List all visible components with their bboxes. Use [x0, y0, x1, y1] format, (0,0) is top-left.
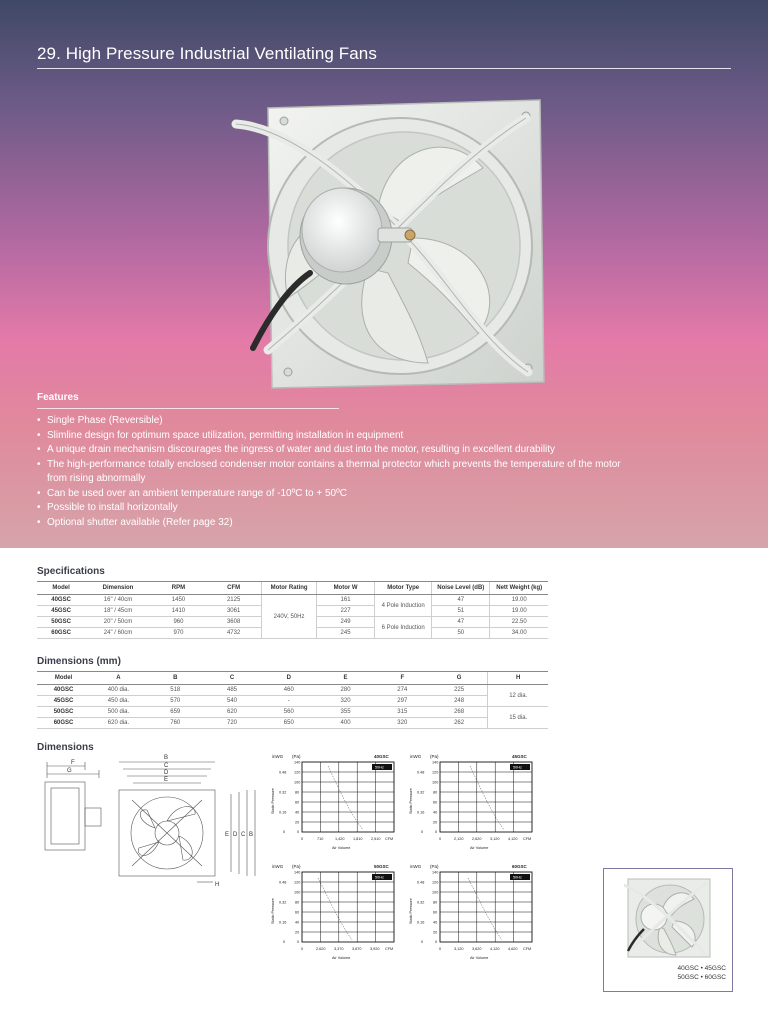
- dim-label-c: C: [164, 763, 169, 769]
- page-title: 29. High Pressure Industrial Ventilating Fans: [37, 44, 377, 63]
- noise-cell: 50: [432, 628, 490, 639]
- column-header: CFM: [206, 582, 262, 595]
- y-tick-pa: 100: [432, 890, 439, 895]
- dim-h-cell: 15 dia.: [488, 707, 548, 729]
- noise-cell: 47: [432, 617, 490, 628]
- weight-cell: 22.50: [490, 617, 548, 628]
- model-cell: 60GSC: [37, 718, 90, 729]
- dim-label-d-side: D: [233, 832, 238, 838]
- dim-b-cell: 518: [147, 685, 204, 696]
- y-tick-in: 0.32: [417, 900, 425, 905]
- x-tick: 2,120: [454, 837, 464, 841]
- x-tick: 3,920: [370, 947, 380, 951]
- y-tick-pa: 60: [433, 800, 438, 805]
- y-tick-in: 0: [283, 940, 286, 944]
- y-tick-pa: 100: [294, 780, 301, 785]
- graph-badge-label: 50Hz: [513, 765, 522, 770]
- motor-rating-cell: 240V, 50Hz: [262, 595, 317, 639]
- column-header: H: [488, 672, 548, 685]
- fan-thumbnail-image: [618, 875, 714, 961]
- y-tick-in: 0.48: [279, 770, 287, 775]
- model-cell: 60GSC: [37, 628, 85, 639]
- x-tick: 3,120: [490, 837, 500, 841]
- dim-a-cell: 500 dia.: [90, 707, 147, 718]
- dim-label-e: E: [225, 832, 230, 838]
- y-tick-in: 0.32: [279, 900, 287, 905]
- dim-label-e-top: E: [164, 777, 169, 783]
- specifications-heading: Specifications: [37, 566, 105, 577]
- y-tick-pa: 140: [432, 870, 439, 875]
- y-tick-in: 0: [421, 830, 424, 834]
- dim-f-cell: 320: [374, 718, 431, 729]
- column-header: Model: [37, 672, 90, 685]
- graph-badge-label: 50Hz: [375, 875, 384, 880]
- graph-unit-right: (Pa): [292, 864, 301, 869]
- cfm-cell: 2125: [206, 595, 262, 606]
- y-axis-label: Static Pressure: [271, 898, 275, 924]
- y-tick-pa: 40: [433, 810, 438, 815]
- table-header-row: [37, 672, 548, 685]
- column-header: C: [204, 672, 261, 685]
- specifications-table: [37, 581, 548, 639]
- dim-c-cell: 485: [204, 685, 261, 696]
- column-header: Nett Weight (kg): [490, 582, 548, 595]
- dim-d-cell: -: [260, 696, 317, 707]
- y-tick-pa: 140: [432, 760, 439, 765]
- column-header: Motor Rating: [262, 582, 317, 595]
- x-axis-label: Air Volume: [470, 956, 489, 960]
- dim-label-g: G: [67, 768, 72, 774]
- x-tick: 0: [439, 947, 442, 951]
- weight-cell: 34.00: [490, 628, 548, 639]
- x-axis-label: Air Volume: [470, 846, 489, 850]
- x-tick: 3,370: [334, 947, 344, 951]
- dim-e-cell: 320: [317, 696, 374, 707]
- x-unit: CFM: [523, 947, 532, 951]
- dim-c-cell: 540: [204, 696, 261, 707]
- x-unit: CFM: [385, 947, 394, 951]
- dimension-cell: 16" / 40cm: [85, 595, 151, 606]
- performance-graph-40gsc: [268, 752, 398, 857]
- table-row: [37, 718, 548, 729]
- dim-g-cell: 248: [431, 696, 488, 707]
- graph-model: 60GSC: [512, 864, 527, 869]
- dim-e-cell: 400: [317, 718, 374, 729]
- y-tick-in: 0.16: [279, 810, 287, 815]
- performance-graph-50gsc: [268, 862, 398, 967]
- dim-f-cell: 315: [374, 707, 431, 718]
- column-header: D: [260, 672, 317, 685]
- model-cell: 40GSC: [37, 595, 85, 606]
- dim-a-cell: 450 dia.: [90, 696, 147, 707]
- dim-d-cell: 650: [260, 718, 317, 729]
- rpm-cell: 960: [151, 617, 206, 628]
- y-tick-pa: 0: [435, 940, 438, 944]
- dim-a-cell: 400 dia.: [90, 685, 147, 696]
- y-tick-in: 0.48: [417, 770, 425, 775]
- x-axis-label: Air Volume: [332, 956, 351, 960]
- y-axis-label: Static Pressure: [409, 898, 413, 924]
- column-header: Motor Type: [375, 582, 432, 595]
- dim-c-cell: 620: [204, 707, 261, 718]
- dim-c-cell: 720: [204, 718, 261, 729]
- product-thumbnail: [603, 868, 733, 992]
- noise-cell: 47: [432, 595, 490, 606]
- x-tick: 3,620: [472, 947, 482, 951]
- y-tick-pa: 60: [295, 800, 300, 805]
- x-unit: CFM: [385, 837, 394, 841]
- y-tick-pa: 20: [295, 930, 300, 935]
- model-cell: 50GSC: [37, 617, 85, 628]
- features-heading: Features: [37, 392, 79, 403]
- performance-graph-45gsc: [406, 752, 536, 857]
- fan-product-image: [228, 88, 548, 394]
- dim-label-f: F: [71, 760, 75, 766]
- cfm-cell: 3061: [206, 606, 262, 617]
- y-tick-pa: 120: [294, 770, 301, 775]
- feature-item: • Single Phase (Reversible): [37, 414, 637, 429]
- y-tick-pa: 80: [433, 900, 438, 905]
- cfm-cell: 4732: [206, 628, 262, 639]
- x-tick: 0: [301, 837, 304, 841]
- y-tick-in: 0.48: [279, 880, 287, 885]
- x-tick: 2,620: [472, 837, 482, 841]
- y-tick-pa: 60: [433, 910, 438, 915]
- motor-type-cell: 6 Pole Induction: [375, 617, 432, 639]
- y-tick-pa: 20: [433, 820, 438, 825]
- x-tick: 0: [301, 947, 304, 951]
- column-header: A: [90, 672, 147, 685]
- y-tick-pa: 0: [297, 940, 300, 944]
- table-row: [37, 595, 548, 606]
- dimensions-heading: Dimensions: [37, 742, 94, 753]
- x-tick: 1,420: [335, 837, 345, 841]
- column-header: F: [374, 672, 431, 685]
- noise-cell: 51: [432, 606, 490, 617]
- y-tick-pa: 140: [294, 760, 301, 765]
- rpm-cell: 1450: [151, 595, 206, 606]
- graph-unit-right: (Pa): [292, 754, 301, 759]
- dim-label-h: H: [215, 882, 220, 888]
- y-tick-pa: 120: [294, 880, 301, 885]
- feature-item: • The high-performance totally enclosed condenser motor contains a thermal protector which prevents the temperature of the motor from rising abnormally: [37, 458, 637, 487]
- x-tick: 3,120: [454, 947, 464, 951]
- y-tick-pa: 20: [433, 930, 438, 935]
- y-tick-in: 0.48: [417, 880, 425, 885]
- table-header-row: [37, 582, 548, 595]
- table-row: [37, 707, 548, 718]
- y-tick-in: 0: [421, 940, 424, 944]
- x-tick: 2,510: [371, 837, 381, 841]
- dim-e-cell: 355: [317, 707, 374, 718]
- x-axis-label: Air Volume: [332, 846, 351, 850]
- dim-label-c-side: C: [241, 832, 246, 838]
- dim-label-b-side: B: [249, 832, 254, 838]
- dimension-cell: 18" / 45cm: [85, 606, 151, 617]
- weight-cell: 19.00: [490, 606, 548, 617]
- y-tick-pa: 0: [297, 830, 300, 834]
- y-tick-pa: 140: [294, 870, 301, 875]
- table-row: [37, 685, 548, 696]
- y-tick-in: 0.16: [417, 920, 425, 925]
- column-header: Model: [37, 582, 85, 595]
- dim-e-cell: 280: [317, 685, 374, 696]
- dim-b-cell: 570: [147, 696, 204, 707]
- table-row: [37, 696, 548, 707]
- x-tick: 4,120: [490, 947, 500, 951]
- feature-item: • A unique drain mechanism discourages the ingress of water and dust into the motor, resulting in excellent durability: [37, 443, 637, 458]
- y-tick-in: 0.16: [279, 920, 287, 925]
- dimensions-table: [37, 671, 548, 729]
- features-divider: [37, 408, 339, 409]
- y-tick-pa: 100: [294, 890, 301, 895]
- dim-g-cell: 225: [431, 685, 488, 696]
- column-header: Dimension: [85, 582, 151, 595]
- performance-graph-60gsc: [406, 862, 536, 967]
- cfm-cell: 3608: [206, 617, 262, 628]
- column-header: B: [147, 672, 204, 685]
- thumbnail-caption-line1: 40GSC • 45GSC: [677, 965, 726, 972]
- dim-g-cell: 262: [431, 718, 488, 729]
- dim-label-d: D: [164, 770, 169, 776]
- dim-h-cell: 12 dia.: [488, 685, 548, 707]
- y-tick-pa: 80: [433, 790, 438, 795]
- graph-unit-left: inWG: [272, 754, 284, 759]
- model-cell: 40GSC: [37, 685, 90, 696]
- rpm-cell: 970: [151, 628, 206, 639]
- y-tick-pa: 60: [295, 910, 300, 915]
- x-unit: CFM: [523, 837, 532, 841]
- model-cell: 45GSC: [37, 696, 90, 707]
- y-tick-pa: 40: [433, 920, 438, 925]
- graph-unit-left: inWG: [410, 864, 422, 869]
- graph-unit-left: inWG: [272, 864, 284, 869]
- model-cell: 45GSC: [37, 606, 85, 617]
- y-tick-in: 0.32: [279, 790, 287, 795]
- y-tick-pa: 20: [295, 820, 300, 825]
- graph-model: 50GSC: [374, 864, 389, 869]
- dim-f-cell: 297: [374, 696, 431, 707]
- dimension-cell: 20" / 50cm: [85, 617, 151, 628]
- rpm-cell: 1410: [151, 606, 206, 617]
- dim-b-cell: 760: [147, 718, 204, 729]
- graph-badge-label: 50Hz: [513, 875, 522, 880]
- graph-badge-label: 50Hz: [375, 765, 384, 770]
- feature-item: • Can be used over an ambient temperature range of -10ºC to + 50ºC: [37, 487, 637, 502]
- graph-model: 40GSC: [374, 754, 389, 759]
- y-tick-in: 0: [283, 830, 286, 834]
- feature-item: • Optional shutter available (Refer page 32): [37, 516, 637, 531]
- column-header: E: [317, 672, 374, 685]
- model-cell: 50GSC: [37, 707, 90, 718]
- y-tick-in: 0.16: [417, 810, 425, 815]
- dim-b-cell: 659: [147, 707, 204, 718]
- motor-w-cell: 227: [316, 606, 374, 617]
- dimension-drawing: [37, 752, 267, 892]
- y-tick-pa: 0: [435, 830, 438, 834]
- column-header: RPM: [151, 582, 206, 595]
- motor-w-cell: 245: [316, 628, 374, 639]
- y-tick-pa: 100: [432, 780, 439, 785]
- dim-d-cell: 460: [260, 685, 317, 696]
- y-tick-in: 0.32: [417, 790, 425, 795]
- dimensions-mm-heading: Dimensions (mm): [37, 656, 121, 667]
- thumbnail-caption-line2: 50GSC • 60GSC: [677, 974, 726, 981]
- x-tick: 1,810: [353, 837, 363, 841]
- y-tick-pa: 80: [295, 790, 300, 795]
- motor-type-cell: 4 Pole Induction: [375, 595, 432, 617]
- column-header: Motor W: [316, 582, 374, 595]
- dim-f-cell: 274: [374, 685, 431, 696]
- y-tick-pa: 80: [295, 900, 300, 905]
- column-header: G: [431, 672, 488, 685]
- x-tick: 4,620: [508, 947, 518, 951]
- weight-cell: 19.00: [490, 595, 548, 606]
- dim-a-cell: 620 dia.: [90, 718, 147, 729]
- x-tick: 710: [317, 837, 324, 841]
- y-tick-pa: 120: [432, 770, 439, 775]
- dim-g-cell: 268: [431, 707, 488, 718]
- motor-w-cell: 249: [316, 617, 374, 628]
- x-tick: 3,670: [352, 947, 362, 951]
- column-header: Noise Level (dB): [432, 582, 490, 595]
- y-tick-pa: 40: [295, 810, 300, 815]
- dimension-cell: 24" / 60cm: [85, 628, 151, 639]
- feature-item: • Slimline design for optimum space utilization, permitting installation in equipment: [37, 429, 637, 444]
- features-list: [37, 414, 637, 530]
- title-divider: [37, 68, 731, 69]
- graph-unit-right: (Pa): [430, 864, 439, 869]
- dim-d-cell: 560: [260, 707, 317, 718]
- y-tick-pa: 40: [295, 920, 300, 925]
- y-axis-label: Static Pressure: [409, 788, 413, 814]
- motor-w-cell: 161: [316, 595, 374, 606]
- graph-model: 45GSC: [512, 754, 527, 759]
- dim-label-b: B: [164, 755, 169, 761]
- x-tick: 2,620: [316, 947, 326, 951]
- x-tick: 0: [439, 837, 442, 841]
- x-tick: 4,120: [508, 837, 518, 841]
- graph-unit-right: (Pa): [430, 754, 439, 759]
- y-axis-label: Static Pressure: [271, 788, 275, 814]
- feature-item: • Possible to install horizontally: [37, 501, 637, 516]
- y-tick-pa: 120: [432, 880, 439, 885]
- graph-unit-left: inWG: [410, 754, 422, 759]
